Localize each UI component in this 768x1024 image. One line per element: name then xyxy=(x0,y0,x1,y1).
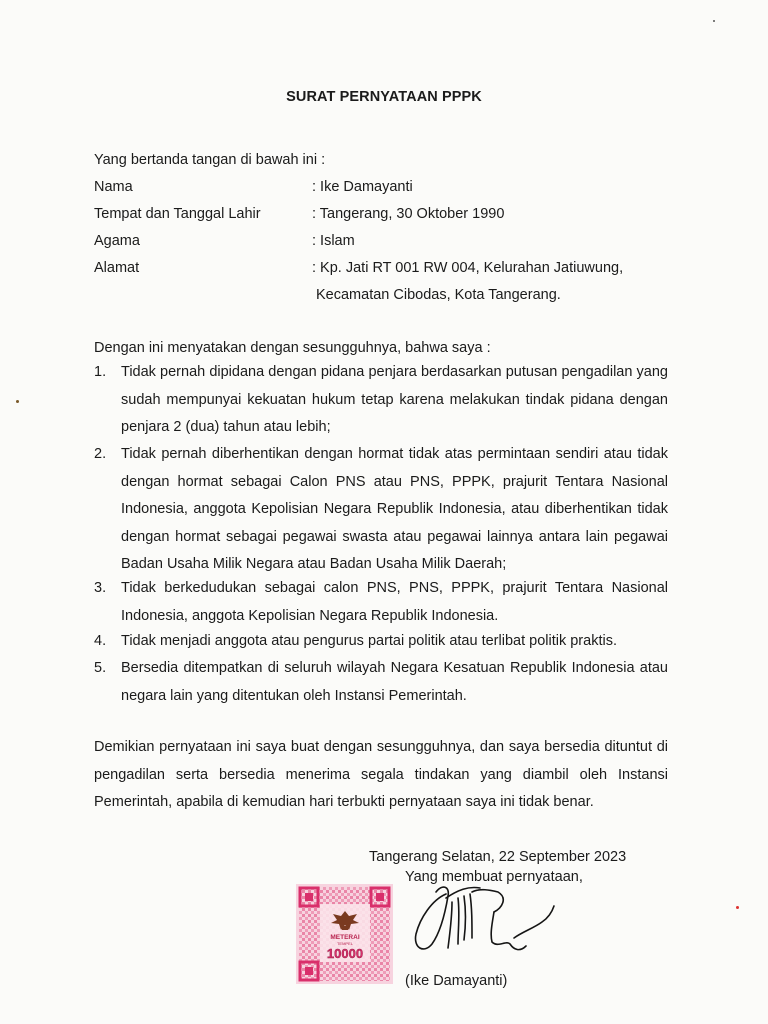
statement-item-5 xyxy=(94,655,668,710)
field-value-agama: : Islam xyxy=(312,233,355,249)
field-value-ttl: : Tangerang, 30 Oktober 1990 xyxy=(312,206,505,222)
handwritten-signature xyxy=(402,868,562,968)
item-number: 2. xyxy=(94,446,107,462)
signer-name: (Ike Damayanti) xyxy=(405,973,508,989)
item-number: 1. xyxy=(94,364,107,380)
speck xyxy=(736,906,739,909)
speck xyxy=(16,400,19,403)
closing-paragraph: Demikian pernyataan ini saya buat dengan sesungguhnya, dan saya bersedia dituntut di pengadilan serta bersedia menerima segala tindakan yang diambil oleh Instansi Pemerintah, apabila di kemudian hari terbukti pernyataan saya ini tidak benar. xyxy=(94,739,668,810)
place-date: Tangerang Selatan, 22 September 2023 xyxy=(369,849,627,865)
statement-item-4 xyxy=(94,628,668,656)
item-number: 5. xyxy=(94,660,107,676)
field-label-agama: Agama xyxy=(94,233,140,249)
intro-text: Yang bertanda tangan di bawah ini : xyxy=(94,152,326,168)
document-title: SURAT PERNYATAAN PPPK xyxy=(286,89,482,105)
statement-item-1 xyxy=(94,359,668,442)
item-text: Tidak berkedudukan sebagai calon PNS, PNS, PPPK, prajurit Tentara Nasional Indonesia, anggota Kepolisian Negara Republik Indonesia. xyxy=(121,580,668,624)
speck xyxy=(713,20,715,22)
item-text: Bersedia ditempatkan di seluruh wilayah Negara Kesatuan Republik Indonesia atau negara lain yang ditentukan oleh Instansi Pemerintah. xyxy=(121,660,668,704)
field-value-alamat-line2: Kecamatan Cibodas, Kota Tangerang. xyxy=(316,287,561,303)
field-label-alamat: Alamat xyxy=(94,260,140,276)
svg-text:TEMPEL: TEMPEL xyxy=(336,941,354,946)
statement-intro: Dengan ini menyatakan dengan sesungguhnya, bahwa saya : xyxy=(94,340,491,356)
field-value-alamat: : Kp. Jati RT 001 RW 004, Kelurahan Jatiuwung, xyxy=(312,260,624,276)
item-text: Tidak pernah diberhentikan dengan hormat tidak atas permintaan sendiri atau tidak dengan hormat sebagai Calon PNS atau PNS, PPPK, prajurit Tentara Nasional Indonesia, anggota Kepolisian Negara Republik Indonesia, atau diberhentikan tidak dengan hormat sebagai pegawai swasta atau pegawai lainnya antara lain pegawai Badan Usaha Milik Negara atau Badan Usaha Milik Daerah; xyxy=(121,446,668,572)
item-text: Tidak menjadi anggota atau pengurus partai politik atau terlibat politik praktis. xyxy=(121,633,617,649)
field-value-nama: : Ike Damayanti xyxy=(312,179,413,195)
statement-item-3 xyxy=(94,575,668,630)
field-label-ttl: Tempat dan Tanggal Lahir xyxy=(94,206,261,222)
statement-item-2 xyxy=(94,441,668,579)
svg-text:10000: 10000 xyxy=(326,946,364,961)
item-text: Tidak pernah dipidana dengan pidana penjara berdasarkan putusan pengadilan yang sudah mempunyai kekuatan hukum tetap karena melakukan tindak pidana dengan penjara 2 (dua) tahun atau lebih; xyxy=(121,364,668,435)
signer-label: Yang membuat pernyataan, xyxy=(405,869,583,885)
item-number: 4. xyxy=(94,633,107,649)
meterai-stamp xyxy=(296,884,393,984)
svg-text:METERAI: METERAI xyxy=(330,934,360,941)
item-number: 3. xyxy=(94,580,107,596)
field-label-nama: Nama xyxy=(94,179,133,195)
